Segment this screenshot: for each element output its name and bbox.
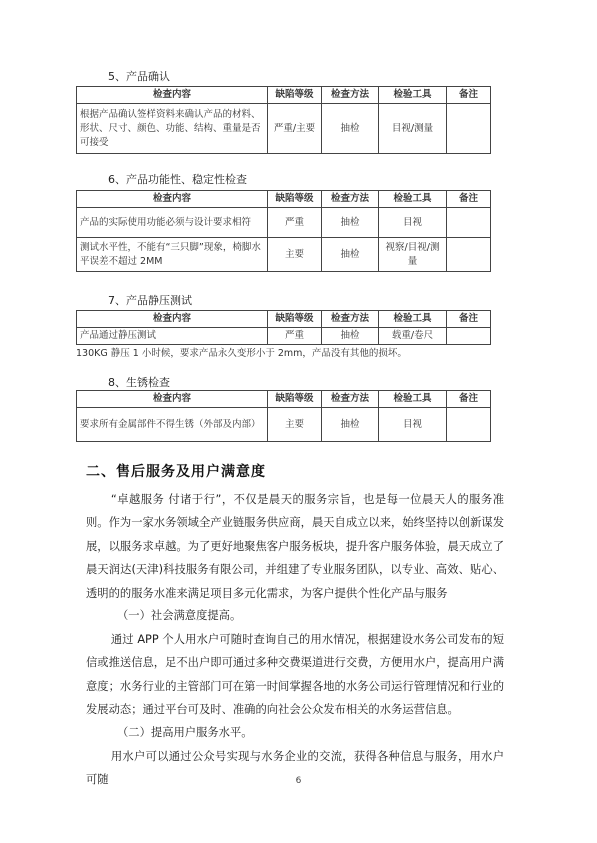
col-header-level: 缺陷等级 — [268, 311, 322, 328]
section-5-title: 5、产品确认 — [108, 70, 170, 83]
section-6-table — [76, 190, 491, 272]
col-header-note: 备注 — [447, 191, 491, 208]
col-header-tool: 检验工具 — [379, 311, 447, 328]
section-5-table — [76, 86, 491, 154]
section-7-table — [76, 310, 491, 345]
cell-method: 抽检 — [322, 328, 379, 345]
section-7-title: 7、产品静压测试 — [108, 294, 192, 307]
page-number: 6 — [295, 776, 302, 786]
cell-tool: 目视 — [379, 208, 447, 238]
cell-content: 根据产品确认签样资料来确认产品的材料、形状、尺寸、颜色、功能、结构、重量是否可接受 — [77, 104, 268, 154]
table-row — [77, 208, 491, 238]
col-header-note: 备注 — [447, 311, 491, 328]
cell-note — [447, 208, 491, 238]
subsection-1-title: （一）社会满意度提高。 — [117, 609, 242, 622]
col-header-tool: 检验工具 — [379, 191, 447, 208]
cell-level: 严重/主要 — [268, 104, 322, 154]
table-header-row — [77, 391, 491, 408]
cell-method: 抽检 — [322, 104, 379, 154]
col-header-content: 检查内容 — [77, 87, 268, 104]
subsection-1-text: 通过 APP 个人用水户可随时查询自己的用水情况，根据建设水务公司发布的短信或推送信息，足不出户即可通过多种交费渠道进行交费，方便用水户，提高用户满意度；水务行业的主管部门可在第一时间掌握各地的水务公司运行管理情况和行业的发展动态；通过平台可及时、准确的向社会公众发布相关的水务运营信息。 — [86, 633, 504, 717]
cell-content: 产品通过静压测试 — [77, 328, 268, 345]
cell-content: 产品的实际使用功能必须与设计要求相符 — [77, 208, 268, 238]
cell-note — [447, 104, 491, 154]
col-header-method: 检查方法 — [322, 191, 379, 208]
section-6-title: 6、产品功能性、稳定性检查 — [108, 173, 247, 186]
col-header-content: 检查内容 — [77, 391, 268, 408]
col-header-content: 检查内容 — [77, 191, 268, 208]
static-pressure-note: 130KG 静压 1 小时候，要求产品永久变形小于 2mm，产品没有其他的损坏。 — [76, 348, 407, 359]
cell-content: 要求所有金属部件不得生锈（外部及内部） — [77, 408, 268, 442]
col-header-level: 缺陷等级 — [268, 191, 322, 208]
subsection-1-paragraph — [86, 628, 504, 722]
subsection-2-title: （二）提高用户服务水平。 — [117, 726, 253, 739]
subsection-2-text: 用水户可以通过公众号实现与水务企业的交流，获得各种信息与服务，用水户可随 — [86, 750, 504, 787]
intro-paragraph — [86, 488, 504, 605]
cell-tool: 载重/卷尺 — [379, 328, 447, 345]
section-8-title: 8、生锈检查 — [108, 376, 170, 389]
col-header-level: 缺陷等级 — [268, 391, 322, 408]
section-8-table — [76, 390, 491, 442]
cell-method: 抽检 — [322, 238, 379, 272]
table-header-row — [77, 311, 491, 328]
table-row — [77, 238, 491, 272]
table-header-row — [77, 191, 491, 208]
col-header-tool: 检验工具 — [379, 391, 447, 408]
table-header-row — [77, 87, 491, 104]
cell-tool: 视察/目视/测量 — [379, 238, 447, 272]
col-header-method: 检查方法 — [322, 87, 379, 104]
cell-tool: 目视/测量 — [379, 104, 447, 154]
chapter-heading: 二、售后服务及用户满意度 — [86, 464, 266, 480]
col-header-note: 备注 — [447, 391, 491, 408]
col-header-tool: 检验工具 — [379, 87, 447, 104]
cell-level: 主要 — [268, 408, 322, 442]
cell-level: 严重 — [268, 208, 322, 238]
intro-text: “卓越服务 付诸于行”，不仅是晨天的服务宗旨，也是每一位晨天人的服务准则。作为一家水务领域全产业链服务供应商，晨天自成立以来，始终坚持以创新谋发展，以服务求卓越。为了更好地聚焦客户服务板块，提升客户服务体验，晨天成立了晨天润达(天津)科技服务有限公司，并组建了专业服务团队，以专业、高效、贴心、透明的的服务水准来满足项目多元化需求，为客户提供个性化产品与服务 — [86, 493, 504, 600]
cell-note — [447, 238, 491, 272]
cell-method: 抽检 — [322, 208, 379, 238]
cell-tool: 目视 — [379, 408, 447, 442]
table-row — [77, 104, 491, 154]
table-row — [77, 328, 491, 345]
cell-content: 测试水平性，不能有“三只脚”现象，椅脚水平误差不超过 2MM — [77, 238, 268, 272]
cell-level: 主要 — [268, 238, 322, 272]
cell-note — [447, 328, 491, 345]
col-header-note: 备注 — [447, 87, 491, 104]
cell-method: 抽检 — [322, 408, 379, 442]
col-header-content: 检查内容 — [77, 311, 268, 328]
cell-level: 严重 — [268, 328, 322, 345]
table-row — [77, 408, 491, 442]
col-header-method: 检查方法 — [322, 311, 379, 328]
cell-note — [447, 408, 491, 442]
col-header-method: 检查方法 — [322, 391, 379, 408]
col-header-level: 缺陷等级 — [268, 87, 322, 104]
